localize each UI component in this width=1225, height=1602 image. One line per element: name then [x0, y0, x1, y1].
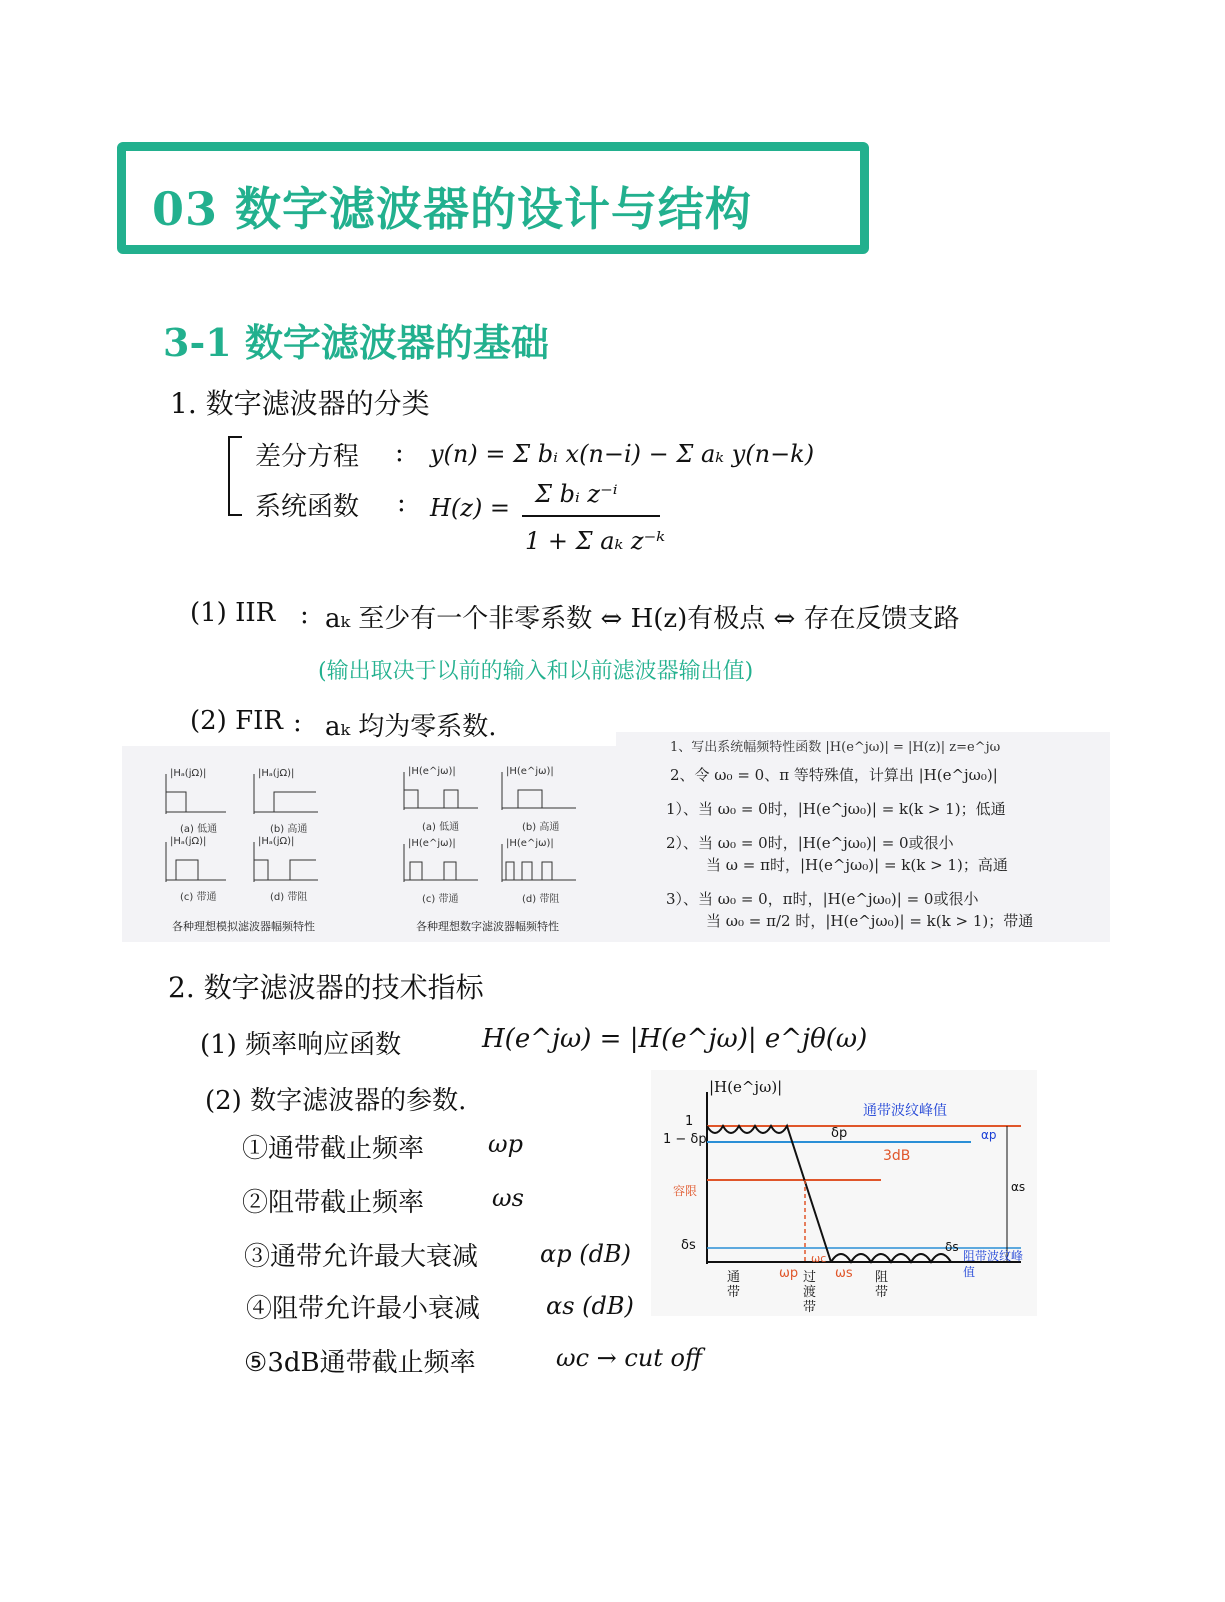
- rules-panel: [616, 732, 1110, 942]
- analog-a-caption: (a) 低通: [180, 824, 218, 835]
- param-2-symbol: ωs: [492, 1184, 524, 1212]
- analog-lowpass-plot: [166, 774, 226, 814]
- freq-resp-label: (1) 频率响应函数: [200, 1030, 402, 1060]
- sys-fn-lhs: H(z) =: [430, 494, 511, 522]
- spec-ylabel: |H(e^jω)|: [709, 1078, 783, 1096]
- analog-b-caption: (b) 高通: [270, 824, 308, 835]
- sys-fn-denominator: 1 + Σ aₖ z⁻ᵏ: [525, 527, 665, 555]
- analog-highpass-plot: [254, 774, 318, 814]
- wp-label: ωp: [779, 1266, 799, 1281]
- rule-7: 当 ω₀ = π/2 时，|H(e^jω₀)| = k(k > 1)；带通: [706, 912, 1034, 930]
- digital-lowpass-plot: [404, 772, 478, 810]
- rule-1: 1、写出系统幅频特性函数 |H(e^jω)| = |H(z)| z=e^jω: [670, 740, 1001, 755]
- colon-4: :: [293, 708, 302, 738]
- param-5-num: ⑤: [244, 1348, 268, 1378]
- part2-heading: 2. 数字滤波器的技术指标: [168, 971, 484, 1004]
- digital-bandpass-plot: [404, 844, 478, 882]
- diff-eq-label: 差分方程: [255, 442, 360, 472]
- digital-highpass-plot: [502, 772, 576, 810]
- title-box: [117, 142, 869, 254]
- page-title: 03 数字滤波器的设计与结构: [152, 182, 753, 236]
- param-3-name: 通带允许最大衰减: [270, 1242, 479, 1272]
- section-heading: 3-1 数字滤波器的基础: [163, 320, 549, 365]
- iir-text: aₖ 至少有一个非零系数 ⇔ H(z)有极点 ⇔ 存在反馈支路: [325, 604, 960, 634]
- colon-1: :: [395, 438, 404, 468]
- label-delta-s: δs: [681, 1238, 696, 1253]
- param-1: [242, 1128, 424, 1165]
- digital-d-caption: (d) 带阻: [522, 894, 560, 905]
- passband-label: 通带: [727, 1270, 741, 1300]
- fraction-line: [522, 515, 660, 517]
- rule-5: 当 ω = π时，|H(e^jω₀)| = k(k > 1)；高通: [706, 856, 1008, 874]
- figures-panel: [122, 746, 616, 942]
- analog-b-ylabel: |Hₐ(jΩ)|: [258, 768, 295, 779]
- part1-heading: 1. 数字滤波器的分类: [170, 387, 430, 420]
- colon-3: :: [300, 600, 309, 630]
- param-2-num: ②: [242, 1188, 269, 1218]
- digital-caption: 各种理想数字滤波器幅频特性: [416, 920, 559, 933]
- analog-bandpass-plot: [166, 842, 226, 882]
- ripple-label: 通带波纹峰值: [863, 1103, 947, 1119]
- digital-a-caption: (a) 低通: [422, 822, 460, 833]
- digital-b-ylabel: |H(e^jω)|: [506, 766, 554, 777]
- param-2: [242, 1182, 424, 1219]
- rule-2: 2、令 ω₀ = 0、π 等特殊值，计算出 |H(e^jω₀)|: [670, 766, 998, 784]
- param-4: [246, 1288, 480, 1325]
- param-3-symbol: αp (dB): [540, 1240, 631, 1268]
- fir-label: (2) FIR: [190, 706, 283, 736]
- spec-diagram: [651, 1070, 1037, 1316]
- analog-caption: 各种理想模拟滤波器幅频特性: [172, 920, 315, 933]
- param-5: [244, 1342, 476, 1379]
- sys-fn-numerator: Σ bᵢ z⁻ⁱ: [535, 480, 618, 508]
- colon-2: :: [397, 488, 406, 518]
- stopband-ripple: [831, 1254, 951, 1262]
- label-delta-s-2: δs: [945, 1240, 959, 1254]
- param-2-name: 阻带截止频率: [268, 1188, 425, 1218]
- param-1-symbol: ωp: [488, 1130, 523, 1158]
- digital-bandstop-plot: [502, 844, 576, 882]
- param-3-num: ③: [244, 1242, 271, 1272]
- transition-label: 过渡带: [803, 1270, 817, 1315]
- analog-a-ylabel: |Hₐ(jΩ)|: [170, 768, 207, 779]
- digital-b-caption: (b) 高通: [522, 822, 560, 833]
- tolerance-label: 容限: [673, 1184, 698, 1198]
- ws-label: ωs: [835, 1266, 853, 1281]
- label-one: 1: [685, 1114, 694, 1129]
- analog-bandstop-plot: [254, 842, 318, 882]
- iir-note: (输出取决于以前的输入和以前滤波器输出值): [318, 659, 754, 684]
- classification-bracket: [228, 436, 242, 516]
- param-1-num: ①: [242, 1134, 269, 1164]
- param-5-symbol: ωc → cut off: [556, 1344, 703, 1372]
- iir-label: (1) IIR: [190, 598, 276, 628]
- stop-ripple-label: 阻带波纹峰值: [963, 1249, 1024, 1279]
- diff-eq-formula: y(n) = Σ bᵢ x(n−i) − Σ aₖ y(n−k): [430, 440, 815, 468]
- param-1-name: 通带截止频率: [268, 1134, 425, 1164]
- digital-c-caption: (c) 带通: [422, 894, 459, 905]
- label-delta-p: δp: [831, 1126, 848, 1141]
- alpha-s-label: αs: [1011, 1180, 1026, 1194]
- param-3: [244, 1236, 478, 1273]
- db3-label: 3dB: [883, 1148, 911, 1164]
- analog-d-ylabel: |Hₐ(jΩ)|: [258, 836, 295, 847]
- label-one-minus: 1 − δp: [663, 1132, 707, 1147]
- freq-resp-formula: H(e^jω) = |H(e^jω)| e^jθ(ω): [482, 1024, 868, 1054]
- analog-c-caption: (c) 带通: [180, 892, 217, 903]
- stopband-label: 阻带: [875, 1270, 889, 1300]
- rule-4: 2）、当 ω₀ = 0时，|H(e^jω₀)| = 0或很小: [666, 834, 954, 852]
- analog-d-caption: (d) 带阻: [270, 892, 308, 903]
- sys-fn-label: 系统函数: [255, 492, 360, 522]
- param-4-num: ④: [246, 1294, 273, 1324]
- alpha-p-label: αp: [981, 1128, 997, 1142]
- param-4-name: 阻带允许最小衰减: [272, 1294, 481, 1324]
- response-curve: [707, 1126, 831, 1262]
- param-5-name: 3dB通带截止频率: [267, 1348, 476, 1378]
- digital-c-ylabel: |H(e^jω)|: [408, 838, 456, 849]
- wc-label: ωc: [811, 1252, 827, 1265]
- digital-a-ylabel: |H(e^jω)|: [408, 766, 456, 777]
- param-4-symbol: αs (dB): [546, 1292, 634, 1320]
- digital-d-ylabel: |H(e^jω)|: [506, 838, 554, 849]
- rule-6: 3）、当 ω₀ = 0，π时，|H(e^jω₀)| = 0或很小: [666, 890, 979, 908]
- analog-c-ylabel: |Hₐ(jΩ)|: [170, 836, 207, 847]
- params-label: (2) 数字滤波器的参数.: [205, 1086, 467, 1116]
- fir-text: aₖ 均为零系数.: [325, 712, 497, 742]
- rule-3: 1）、当 ω₀ = 0时，|H(e^jω₀)| = k(k > 1)；低通: [666, 800, 1006, 818]
